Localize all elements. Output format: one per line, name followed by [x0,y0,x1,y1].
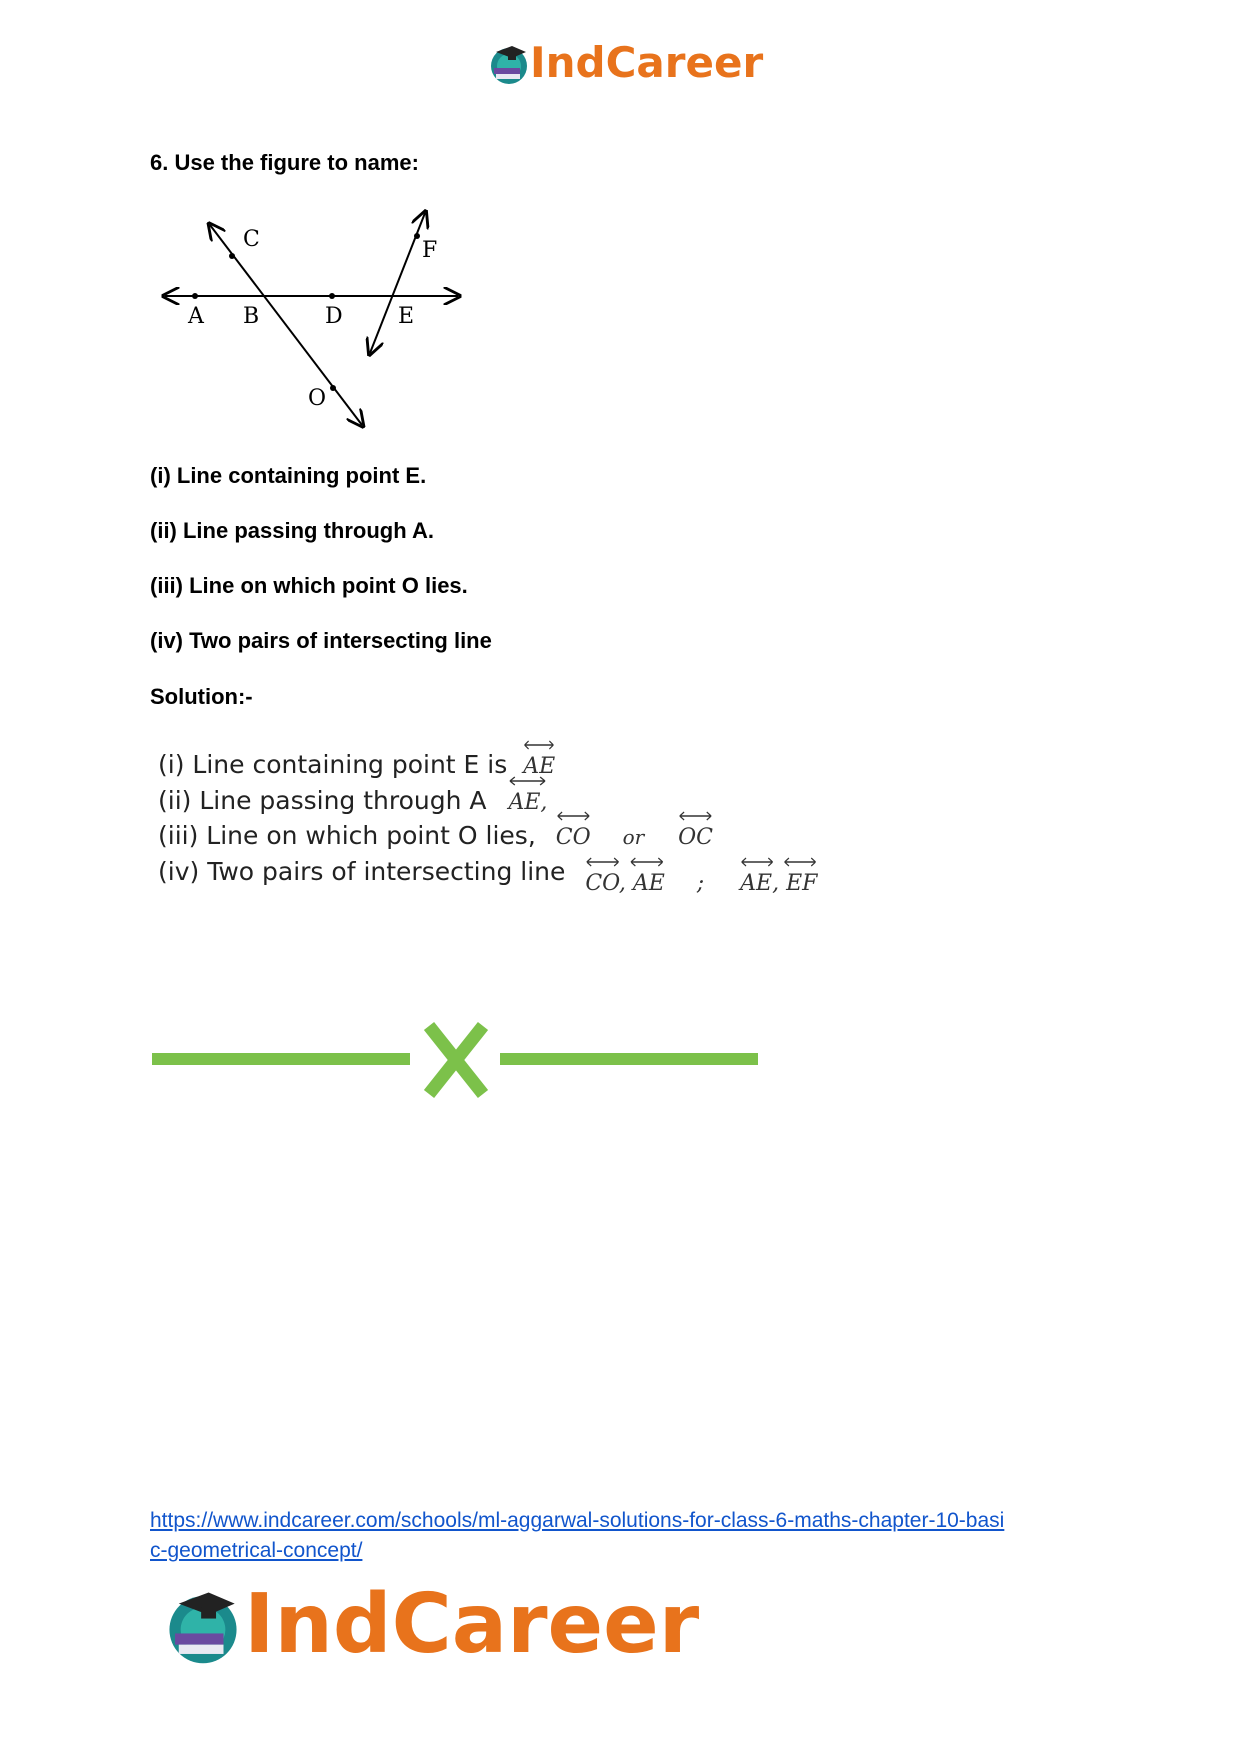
solution-line-ii [158,786,547,815]
solution-line-i [158,750,555,779]
solution-line-i-text: (i) Line containing point E is [158,750,508,779]
geometry-figure [155,205,475,430]
question-item-iv: (iv) Two pairs of intersecting line [150,628,492,653]
label-f: F [422,238,438,263]
label-a: A [188,304,204,329]
label-b: B [243,304,260,329]
solution-line-iii-text: (iii) Line on which point O lies, [158,821,536,850]
math-ae-ef: AE, EF [740,871,817,896]
solution-line-iii [158,821,713,850]
question-item-iii: (iii) Line on which point O lies. [150,573,468,598]
label-c: C [243,227,260,252]
source-link-line-1[interactable]: https://www.indcareer.com/schools/ml-aggarwal-solutions-for-class-6-maths-chapter-10-basi [150,1509,1005,1532]
connector-semicolon: ; [696,871,705,896]
separator-left-line [152,1053,410,1065]
math-co: CO [556,825,591,850]
point-f-dot [414,233,420,239]
solution-line-ii-text: (ii) Line passing through A [158,786,487,815]
question-title: 6. Use the figure to name: [150,150,419,175]
label-d: D [325,304,343,329]
math-co-ae: CO, AE [585,871,665,896]
header-brand-text: IndCareer [530,38,764,87]
solution-line-iv-text: (iv) Two pairs of intersecting line [158,857,566,886]
point-d-dot [329,293,335,299]
math-ae: AE [523,754,555,779]
source-link-line-2[interactable]: c-geometrical-concept/ [150,1539,363,1562]
label-o: O [308,386,327,411]
math-oc: OC [678,825,713,850]
source-link[interactable] [150,1506,1004,1566]
label-e: E [398,304,415,329]
indcareer-logo-icon [162,1585,244,1667]
math-ae-2: AE, [508,790,547,815]
question-item-ii: (ii) Line passing through A. [150,518,434,543]
point-c-dot [229,253,235,259]
x-mark-icon [421,1020,491,1100]
point-o-dot [330,385,336,391]
indcareer-logo-icon [488,42,530,86]
point-a-dot [192,293,198,299]
question-item-i: (i) Line containing point E. [150,463,427,488]
separator-right-line [500,1053,758,1065]
footer-brand-text: IndCareer [244,1577,700,1672]
connector-or: or [622,825,645,849]
solution-heading: Solution:- [150,684,253,709]
solution-line-iv [158,857,818,896]
